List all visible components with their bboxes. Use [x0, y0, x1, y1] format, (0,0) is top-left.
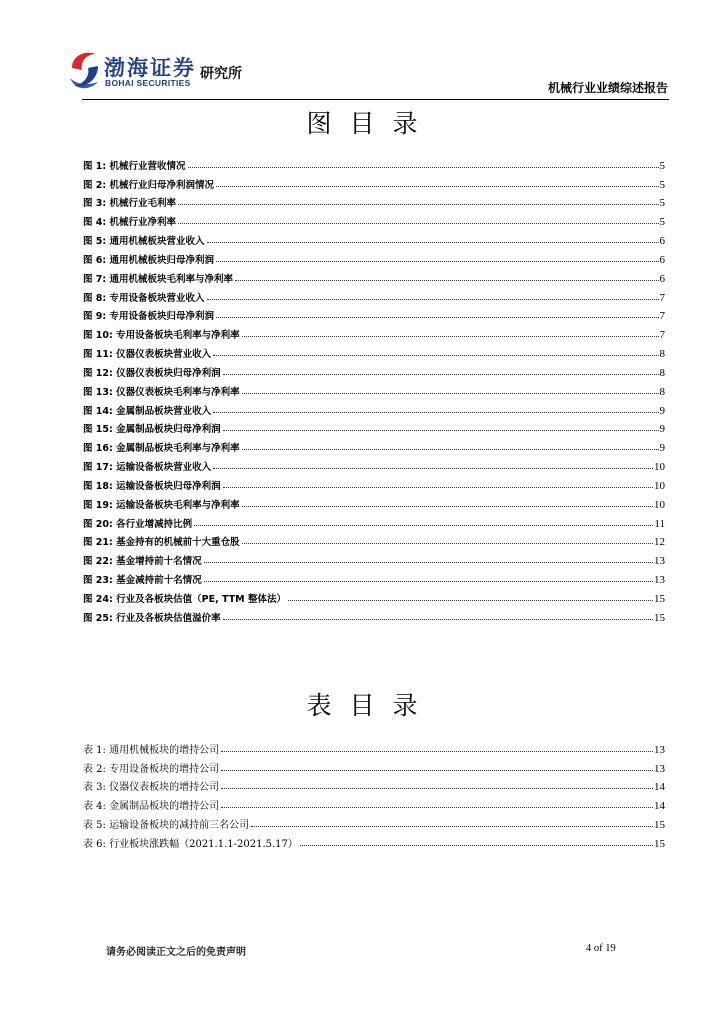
entry-page-number: 7: [659, 291, 665, 304]
figure-entry[interactable]: [83, 191, 665, 210]
entry-label: 表 6: 行业板块涨跌幅（2021.1.1-2021.5.17）: [83, 838, 298, 850]
brand-institute: 研究所: [200, 66, 242, 82]
entry-label: 图 4: 机械行业净利率: [83, 217, 177, 229]
figure-entry[interactable]: [83, 379, 665, 398]
entry-page-number: 9: [659, 423, 665, 436]
dot-leader: [300, 845, 653, 846]
entry-page-number: 14: [654, 781, 665, 794]
figure-entry[interactable]: [83, 398, 665, 417]
bohai-logo-icon: [68, 48, 102, 92]
entry-page-number: 12: [654, 536, 665, 549]
bohai-logo: [68, 48, 308, 94]
dot-leader: [221, 770, 653, 771]
entry-label: 图 14: 金属制品板块营业收入: [83, 405, 212, 417]
entry-label: 图 15: 金属制品板块归母净利润: [83, 424, 221, 436]
page-header: [68, 48, 668, 98]
entry-page-number: 15: [654, 837, 665, 850]
figure-entry[interactable]: [83, 360, 665, 379]
dot-leader: [207, 242, 659, 243]
dot-leader: [194, 525, 653, 526]
entry-page-number: 7: [659, 310, 665, 323]
figure-entry[interactable]: [83, 492, 665, 511]
entry-page-number: 13: [654, 574, 665, 587]
figure-list: [83, 153, 665, 624]
entry-label: 表 5: 运输设备板块的减持前三名公司: [83, 820, 250, 832]
entry-label: 图 6: 通用机械板块归母净利润: [83, 254, 215, 266]
entry-label: 表 1: 通用机械板块的增持公司: [83, 744, 220, 756]
figure-entry[interactable]: [83, 548, 665, 567]
entry-label: 图 22: 基金增持前十名情况: [83, 556, 202, 568]
entry-page-number: 10: [654, 461, 665, 474]
table-entry[interactable]: [83, 756, 665, 775]
dot-leader: [213, 412, 658, 413]
dot-leader: [223, 374, 659, 375]
entry-label: 图 7: 通用机械板块毛利率与净利率: [83, 273, 234, 285]
entry-page-number: 8: [659, 385, 665, 398]
figure-list-title: 图目录: [306, 109, 436, 138]
figure-entry[interactable]: [83, 266, 665, 285]
entry-label: 表 4: 金属制品板块的增持公司: [83, 801, 220, 813]
table-entry[interactable]: [83, 793, 665, 812]
dot-leader: [213, 468, 653, 469]
dot-leader: [242, 543, 653, 544]
entry-page-number: 13: [654, 762, 665, 775]
entry-label: 图 8: 专用设备板块营业收入: [83, 292, 205, 304]
figure-entry[interactable]: [83, 567, 665, 586]
figure-entry[interactable]: [83, 172, 665, 191]
figure-entry[interactable]: [83, 228, 665, 247]
figure-entry[interactable]: [83, 586, 665, 605]
dot-leader: [221, 751, 653, 752]
figure-entry[interactable]: [83, 511, 665, 530]
dot-leader: [221, 788, 653, 789]
entry-label: 图 20: 各行业增减持比例: [83, 518, 193, 530]
entry-page-number: 8: [659, 348, 665, 361]
dot-leader: [204, 562, 653, 563]
dot-leader: [223, 430, 659, 431]
figure-entry[interactable]: [83, 209, 665, 228]
figure-entry[interactable]: [83, 285, 665, 304]
entry-page-number: 5: [659, 216, 665, 229]
dot-leader: [204, 581, 653, 582]
figure-entry[interactable]: [83, 473, 665, 492]
entry-label: 图 2: 机械行业归母净利润情况: [83, 179, 215, 191]
entry-label: 图 17: 运输设备板块营业收入: [83, 462, 212, 474]
entry-label: 图 9: 专用设备板块归母净利润: [83, 311, 215, 323]
entry-page-number: 9: [659, 404, 665, 417]
brand-name-cn: 渤海证券: [104, 56, 196, 80]
footer-disclaimer: 请务必阅读正文之后的免责声明: [106, 947, 246, 958]
entry-label: 图 25: 行业及各板块估值溢价率: [83, 612, 221, 624]
entry-label: 表 3: 仪器仪表板块的增持公司: [83, 782, 220, 794]
entry-page-number: 10: [654, 498, 665, 511]
dot-leader: [242, 506, 653, 507]
header-divider: [82, 99, 669, 100]
figure-entry[interactable]: [83, 530, 665, 549]
dot-leader: [242, 393, 659, 394]
entry-label: 图 5: 通用机械板块营业收入: [83, 236, 205, 248]
dot-leader: [251, 826, 653, 827]
figure-entry[interactable]: [83, 322, 665, 341]
table-list-title: 表目录: [306, 691, 436, 720]
entry-page-number: 5: [659, 197, 665, 210]
table-entry[interactable]: [83, 831, 665, 850]
entry-page-number: 13: [654, 743, 665, 756]
entry-page-number: 6: [659, 253, 665, 266]
table-entry[interactable]: [83, 775, 665, 794]
entry-page-number: 11: [654, 517, 665, 530]
entry-page-number: 15: [654, 592, 665, 605]
entry-page-number: 9: [659, 442, 665, 455]
dot-leader: [207, 299, 659, 300]
dot-leader: [235, 280, 658, 281]
figure-entry[interactable]: [83, 435, 665, 454]
dot-leader: [178, 204, 658, 205]
entry-page-number: 10: [654, 479, 665, 492]
dot-leader: [213, 355, 658, 356]
report-title: 机械行业业绩综述报告: [547, 81, 668, 95]
dot-leader: [242, 336, 659, 337]
entry-label: 图 21: 基金持有的机械前十大重仓股: [83, 537, 240, 549]
brand-name-en: BOHAI SECURITIES: [105, 78, 191, 88]
table-entry[interactable]: [83, 812, 665, 831]
entry-label: 图 24: 行业及各板块估值（PE, TTM 整体法）: [83, 593, 286, 605]
entry-label: 图 11: 仪器仪表板块营业收入: [83, 349, 212, 361]
entry-page-number: 6: [659, 272, 665, 285]
entry-label: 表 2: 专用设备板块的增持公司: [83, 763, 220, 775]
entry-label: 图 23: 基金减持前十名情况: [83, 575, 202, 587]
dot-leader: [288, 600, 653, 601]
dot-leader: [242, 449, 659, 450]
dot-leader: [223, 487, 653, 488]
figure-entry[interactable]: [83, 247, 665, 266]
figure-entry[interactable]: [83, 153, 665, 172]
figure-entry[interactable]: [83, 454, 665, 473]
dot-leader: [221, 807, 653, 808]
entry-label: 图 13: 仪器仪表板块毛利率与净利率: [83, 386, 240, 398]
dot-leader: [188, 167, 659, 168]
entry-page-number: 8: [659, 366, 665, 379]
dot-leader: [216, 186, 658, 187]
entry-page-number: 5: [659, 178, 665, 191]
dot-leader: [216, 261, 658, 262]
entry-page-number: 6: [659, 235, 665, 248]
figure-entry[interactable]: [83, 341, 665, 360]
entry-page-number: 13: [654, 555, 665, 568]
table-entry[interactable]: [83, 737, 665, 756]
entry-label: 图 16: 金属制品板块毛利率与净利率: [83, 443, 240, 455]
entry-label: 图 10: 专用设备板块毛利率与净利率: [83, 330, 240, 342]
entry-label: 图 3: 机械行业毛利率: [83, 198, 177, 210]
page-indicator: 4 of 19: [586, 943, 616, 954]
figure-entry[interactable]: [83, 605, 665, 624]
entry-label: 图 18: 运输设备板块归母净利润: [83, 480, 221, 492]
entry-label: 图 12: 仪器仪表板块归母净利润: [83, 367, 221, 379]
entry-page-number: 5: [659, 159, 665, 172]
dot-leader: [178, 223, 658, 224]
entry-page-number: 15: [654, 819, 665, 832]
entry-page-number: 14: [654, 800, 665, 813]
dot-leader: [223, 619, 653, 620]
entry-page-number: 7: [659, 329, 665, 342]
table-list: [83, 737, 665, 850]
figure-entry[interactable]: [83, 304, 665, 323]
figure-entry[interactable]: [83, 417, 665, 436]
entry-label: 图 1: 机械行业营收情况: [83, 160, 186, 172]
dot-leader: [216, 317, 658, 318]
entry-label: 图 19: 运输设备板块毛利率与净利率: [83, 499, 240, 511]
entry-page-number: 15: [654, 611, 665, 624]
